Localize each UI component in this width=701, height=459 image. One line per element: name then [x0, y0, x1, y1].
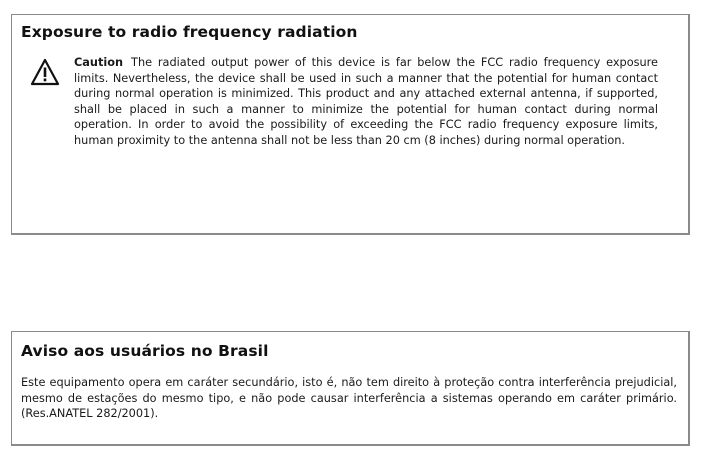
caution-label: Caution	[74, 56, 124, 69]
rf-exposure-title: Exposure to radio frequency radiation	[21, 23, 358, 41]
brazil-notice-title: Aviso aos usuários no Brasil	[21, 342, 269, 360]
brazil-notice-body: Este equipamento opera em caráter secundário, isto é, não tem direito à proteção contra interferência prejudicial, mesmo de estações do mesmo tipo, e não pode causar interferência a sistemas operando em caráter primário. (Res.ANATEL 282/2001).	[21, 376, 677, 421]
caution-body: The radiated output power of this device is far below the FCC radio frequency exposure limits. Nevertheless, the device shall be used in such a manner that the potential for human contact during normal operation is minimized. This product and any attached external antenna, if supported, shall be placed in such a manner to minimize the potential for human contact during normal operation. In order to avoid the possibility of exceeding the FCC radio frequency exposure limits, human proximity to the antenna shall not be less than 20 cm (8 inches) during normal operation.	[74, 56, 658, 147]
warning-triangle-icon	[30, 58, 60, 86]
caution-paragraph	[74, 55, 658, 149]
rf-exposure-notice	[11, 14, 690, 235]
brazil-notice	[11, 331, 690, 446]
